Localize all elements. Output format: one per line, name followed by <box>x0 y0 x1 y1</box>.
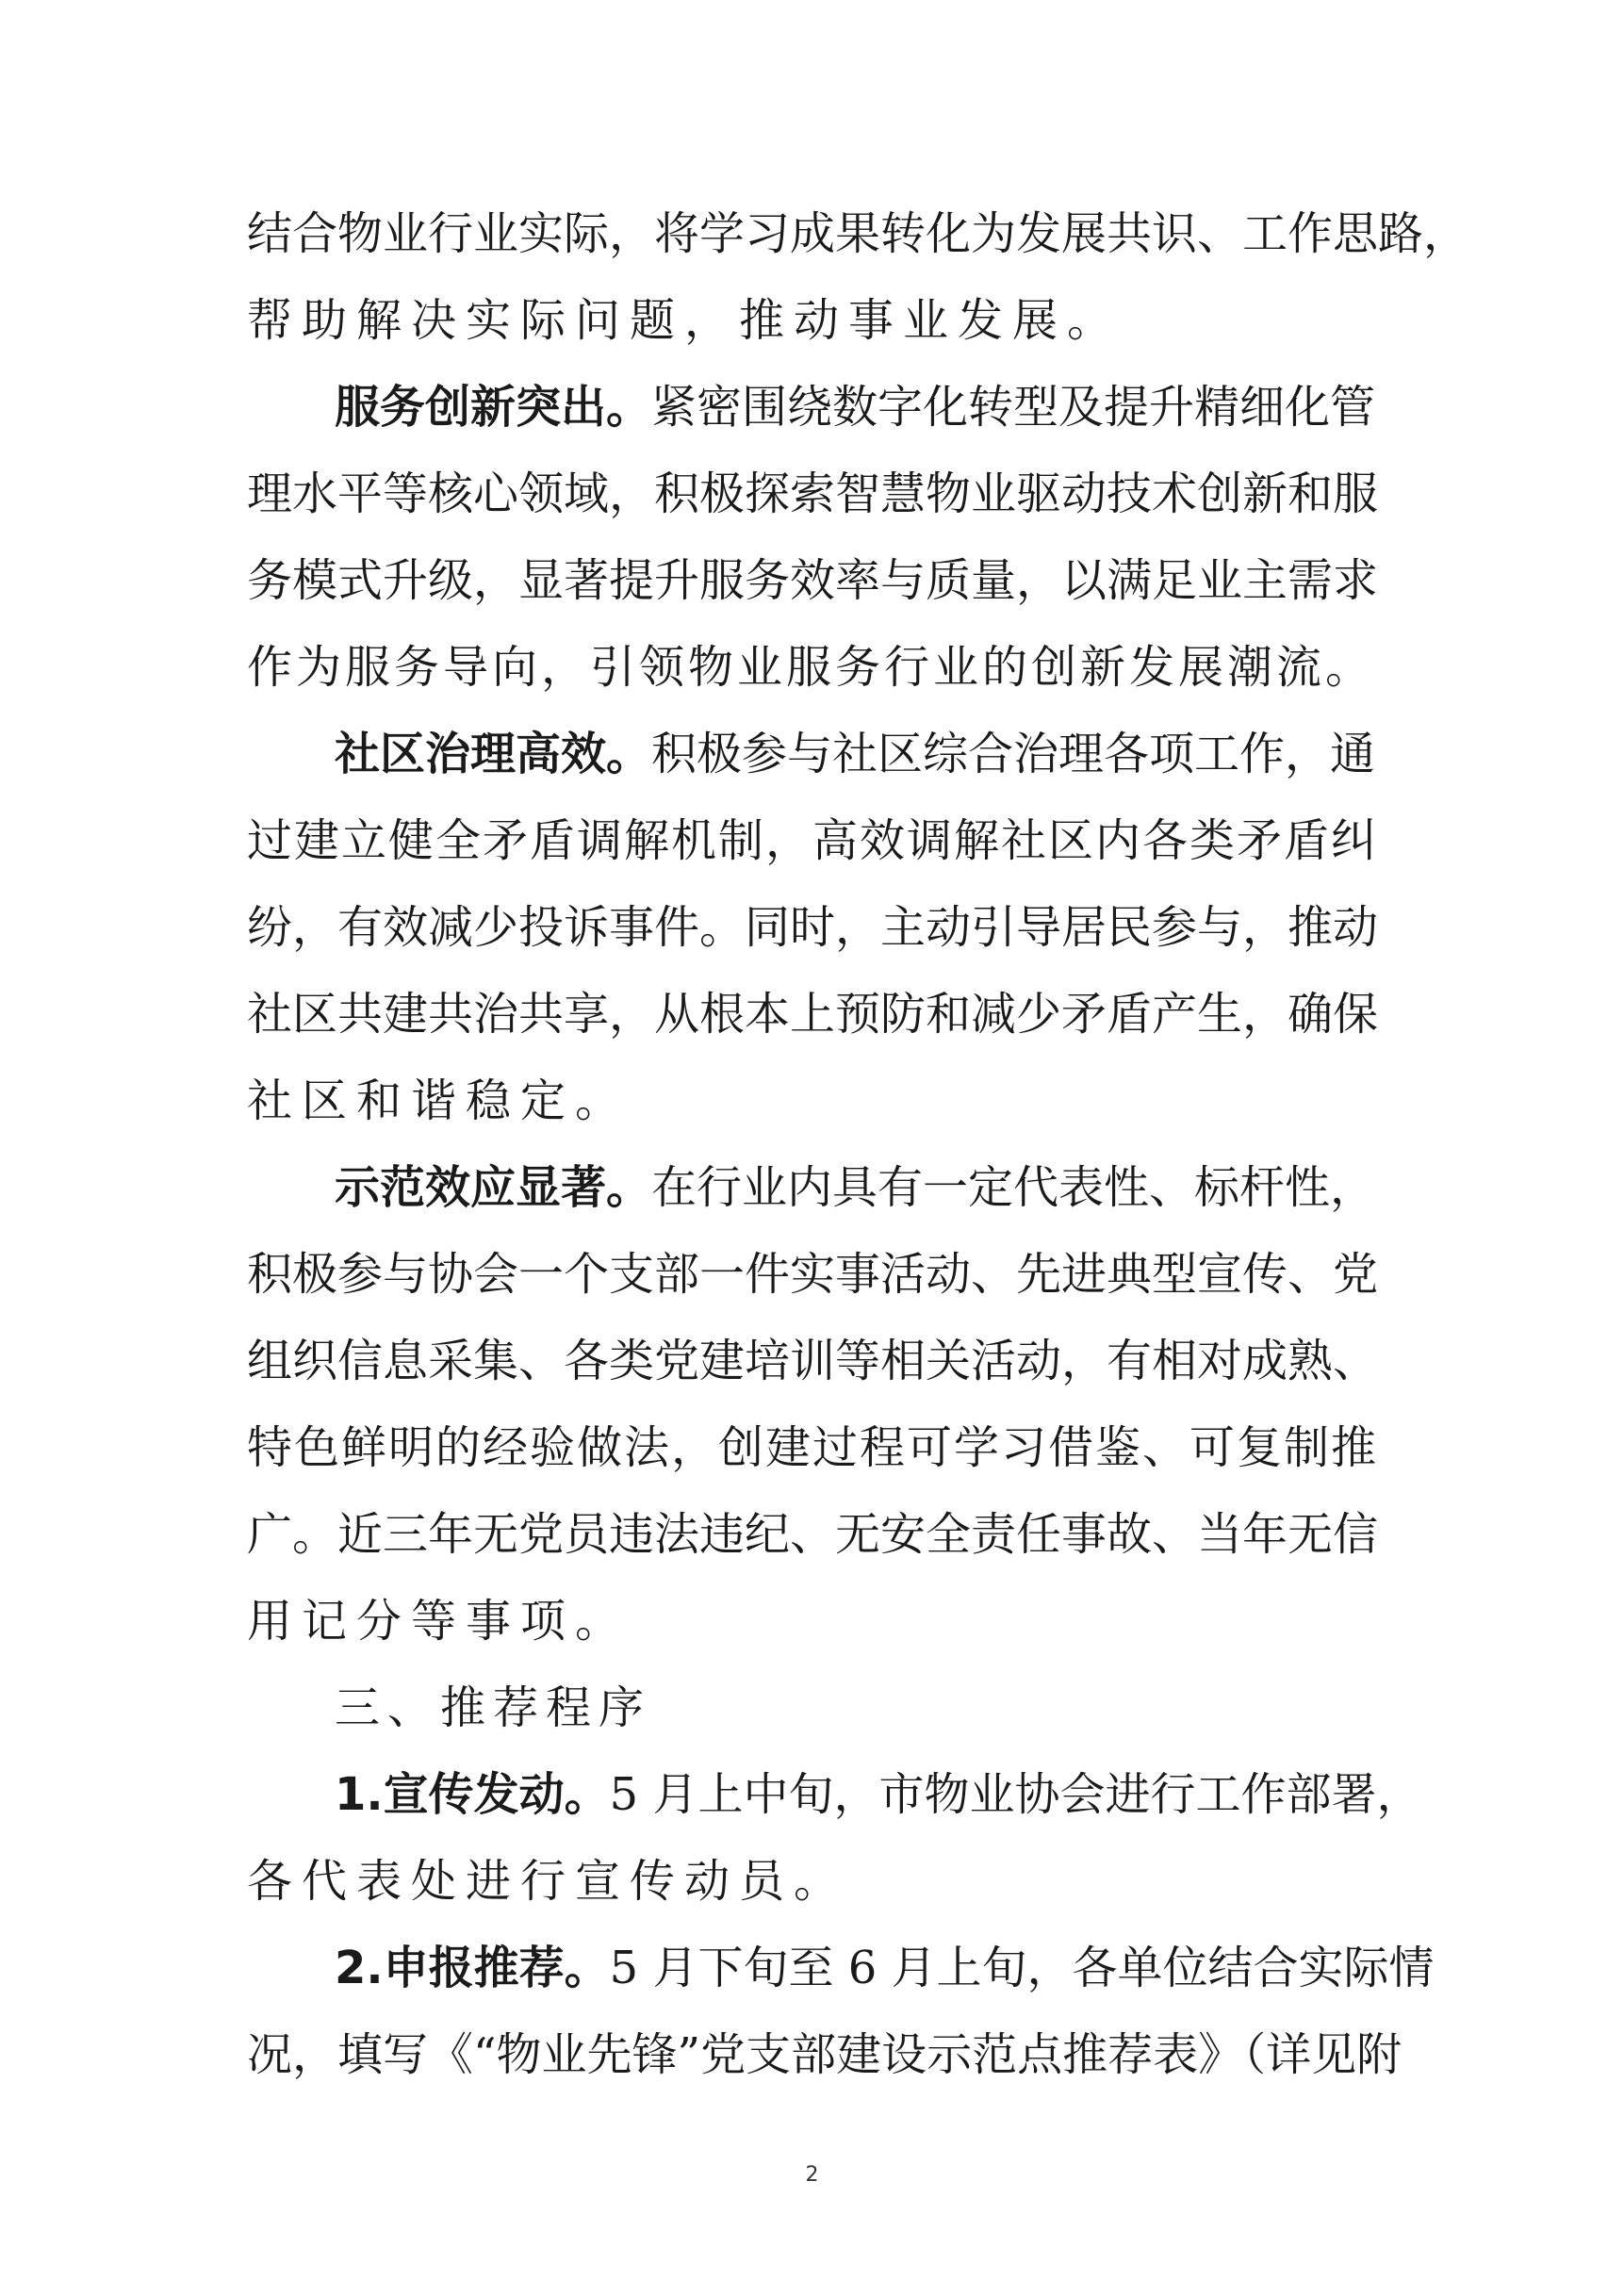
body-line: 况，填写《“物业先锋”党支部建设示范点推荐表》（详见附 <box>247 2028 1403 2081</box>
body-text: 5 月上中旬，市物业协会进行工作部署， <box>609 1768 1422 1821</box>
step-2 <box>335 1940 1435 1996</box>
step-1 <box>335 1766 1421 1823</box>
paragraph-service <box>335 379 1375 435</box>
body-line: 广。近三年无党员违法违纪、无安全责任事故、当年无信 <box>247 1508 1379 1561</box>
body-text: 积极参与社区综合治理各项工作，通 <box>651 728 1376 780</box>
body-line: 用记分等事项。 <box>247 1595 631 1648</box>
body-text: 在行业内具有一定代表性、标杆性， <box>651 1161 1376 1214</box>
step-title: 2.申报推荐。 <box>335 1942 610 1994</box>
paragraph-title: 社区治理高效。 <box>335 728 652 780</box>
paragraph-community <box>335 726 1375 782</box>
body-line: 各代表处进行宣传动员。 <box>247 1855 849 1908</box>
body-line: 帮助解决实际问题，推动事业发展。 <box>247 294 1123 347</box>
body-line: 作为服务导向，引领物业服务行业的创新发展潮流。 <box>247 641 1375 694</box>
body-text: 5 月下旬至 6 月上旬，各单位结合实际情 <box>609 1942 1435 1994</box>
body-line: 过建立健全矛盾调解机制，高效调解社区内各类矛盾纠 <box>247 814 1379 867</box>
body-line: 社区和谐稳定。 <box>247 1074 631 1127</box>
body-line: 理水平等核心领域，积极探索智慧物业驱动技术创新和服 <box>247 467 1379 520</box>
paragraph-demo <box>335 1159 1375 1216</box>
section-heading: 三、推荐程序 <box>335 1681 652 1734</box>
body-line: 务模式升级，显著提升服务效率与质量，以满足业主需求 <box>247 554 1379 607</box>
body-text: 紧密围绕数字化转型及提升精细化管 <box>651 381 1376 434</box>
step-title: 1.宣传发动。 <box>335 1768 610 1821</box>
body-line: 组织信息采集、各类党建培训等相关活动，有相对成熟、 <box>247 1335 1379 1387</box>
body-line: 纷，有效减少投诉事件。同时，主动引导居民参与，推动 <box>247 901 1379 954</box>
body-line: 社区共建共治共享，从根本上预防和减少矛盾产生，确保 <box>247 988 1379 1041</box>
page-number: 2 <box>805 2163 819 2187</box>
body-line: 特色鲜明的经验做法，创建过程可学习借鉴、可复制推 <box>247 1421 1379 1474</box>
body-line: 积极参与协会一个支部一件实事活动、先进典型宣传、党 <box>247 1248 1379 1301</box>
paragraph-title: 示范效应显著。 <box>335 1161 652 1214</box>
paragraph-title: 服务创新突出。 <box>335 381 652 434</box>
body-line: 结合物业行业实际，将学习成果转化为发展共识、工作思路， <box>247 207 1469 260</box>
